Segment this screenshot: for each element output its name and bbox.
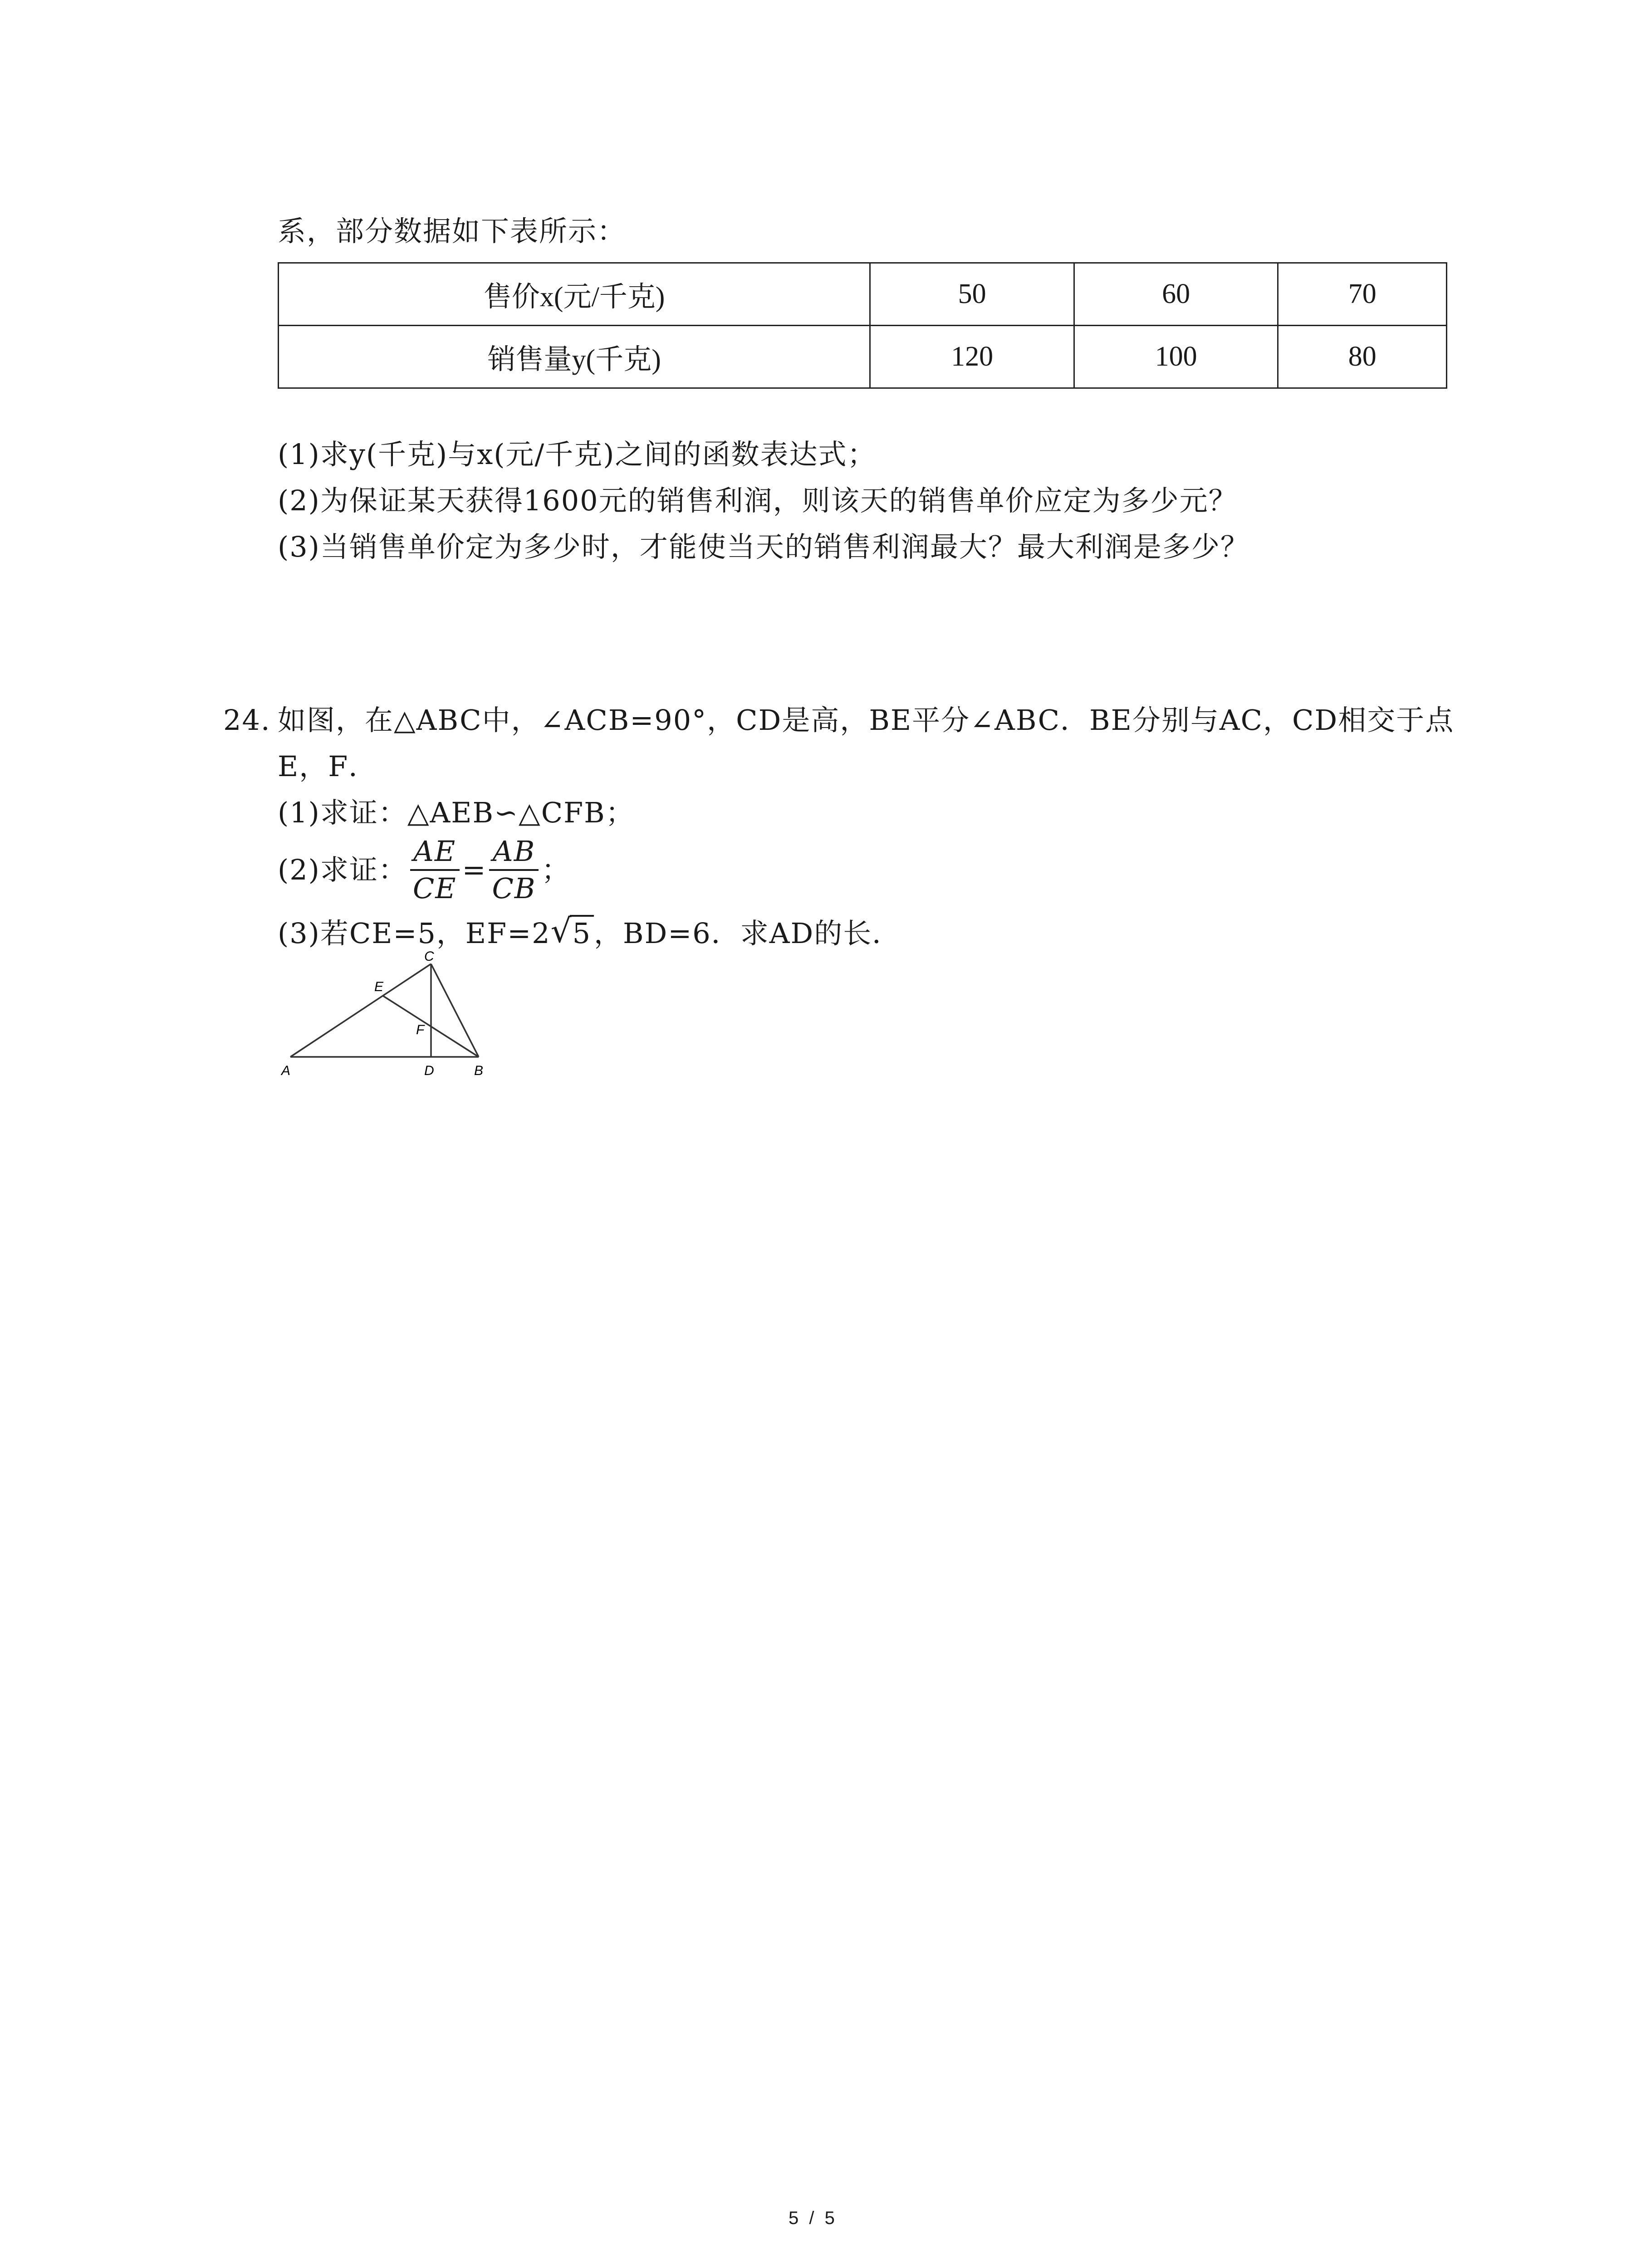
- triangle-figure: [272, 943, 508, 1089]
- q24-number: 24.: [223, 704, 271, 737]
- q23-part2: (2)为保证某天获得1600元的销售利润，则该天的销售单价应定为多少元？: [278, 484, 1238, 517]
- table-row: [279, 326, 1447, 388]
- row-header-price: 售价x(元/千克): [279, 263, 870, 326]
- table-cell: 120: [870, 326, 1074, 388]
- q24-part2-prefix: (2)求证：: [278, 853, 407, 886]
- label-c: C: [424, 949, 434, 964]
- table-cell: 50: [870, 263, 1074, 326]
- q23-part3: (3)当销售单价定为多少时，才能使当天的销售利润最大？最大利润是多少？: [278, 530, 1249, 563]
- q24-part3-prefix: (3)若CE=5，EF=2: [278, 917, 551, 950]
- label-e: E: [374, 979, 384, 994]
- table-cell: 100: [1074, 326, 1278, 388]
- q24-part2-suffix: ；: [541, 853, 571, 886]
- table-cell: 60: [1074, 263, 1278, 326]
- row-header-sales: 销售量y(千克): [279, 326, 870, 388]
- table-cell: 70: [1278, 263, 1447, 326]
- intro-line: 系，部分数据如下表所示：: [278, 215, 627, 248]
- fraction-denominator: CE: [412, 872, 457, 905]
- segment-cb: [431, 964, 479, 1057]
- q24-stem-line1: 如图，在△ABC中，∠ACB=90°，CD是高，BE平分∠ABC．BE分别与AC，CD相交于点: [278, 704, 1455, 737]
- fraction-numerator: AB: [489, 834, 539, 871]
- label-b: B: [474, 1063, 484, 1078]
- segment-ac: [290, 964, 431, 1057]
- q24-part2: [278, 834, 571, 906]
- q24-part1: (1)求证：△AEB∽△CFB；: [278, 796, 635, 829]
- table-cell: 80: [1278, 326, 1447, 388]
- q23-part1: (1)求y(千克)与x(元/千克)之间的函数表达式；: [278, 438, 877, 471]
- equals-sign: =: [462, 853, 487, 886]
- sqrt-symbol: √: [550, 912, 573, 950]
- q24-part3-suffix: ，BD=6．求AD的长．: [594, 917, 901, 950]
- sqrt-expression: [550, 912, 594, 952]
- price-sales-table: [278, 262, 1447, 389]
- fraction-ab-cb: [489, 834, 539, 906]
- fraction-denominator: CB: [492, 872, 536, 905]
- fraction-numerator: AE: [410, 834, 460, 871]
- fraction-ae-ce: [410, 834, 460, 906]
- table-row: [279, 263, 1447, 326]
- label-f: F: [416, 1022, 425, 1037]
- sqrt-radicand: 5: [570, 915, 594, 950]
- page-number: 5 / 5: [789, 2208, 838, 2228]
- label-a: A: [281, 1063, 291, 1078]
- label-d: D: [424, 1063, 434, 1078]
- q24-stem-line2: E，F．: [278, 750, 378, 783]
